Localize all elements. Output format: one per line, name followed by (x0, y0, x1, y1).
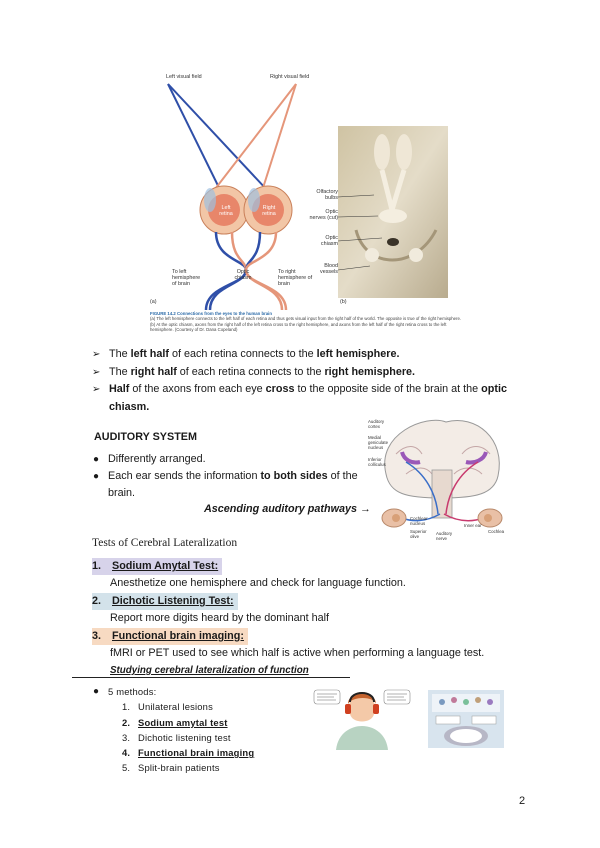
bullet-text: of the brain. (108, 470, 358, 499)
method-number: 5. (122, 762, 131, 774)
bullet-text: The (109, 348, 131, 360)
methods-sub-list (92, 699, 322, 775)
tests-heading: Tests of Cerebral Lateralization (92, 537, 238, 549)
list-item (122, 745, 322, 760)
bullet-bold-text: left hemisphere. (316, 348, 400, 360)
bullet-text: to the opposite side of the brain at the (294, 383, 482, 395)
inner-ear-label: Inner ear (464, 523, 482, 528)
methods-list (92, 684, 322, 776)
olfactory-bulbs-label: Olfactory bulbs (316, 189, 338, 201)
to-left-hemisphere-label: To left hemisphere of brain (172, 269, 201, 287)
auditory-brain-diagram (366, 414, 516, 544)
bullet-text: The (109, 365, 131, 378)
list-item (92, 381, 532, 416)
auditory-cortex-label: Auditory cortex (368, 419, 385, 429)
test-number: 2. (92, 593, 112, 610)
visual-pathways-figure (146, 70, 466, 340)
bullet-text: Each ear sends the information (108, 470, 261, 482)
method-label: Unilateral lesions (138, 701, 213, 713)
auditory-pathways-figure (366, 414, 516, 544)
test-description: Report more digits heard by the dominant half (110, 612, 330, 625)
bullet-text: of each retina connects to the (169, 348, 317, 360)
list-item (92, 684, 322, 699)
test-title: Functional brain imaging: (112, 629, 244, 642)
functional-brain-imaging-illustration (428, 690, 504, 748)
dot-bullet-icon: ● (93, 686, 100, 697)
cochlea-label: Cochlea (488, 529, 505, 534)
arrow-bullet-icon: ➢ (92, 384, 101, 395)
left-retina-label: Left retina (219, 205, 233, 217)
method-number: 1. (122, 701, 131, 713)
tests-list (92, 558, 532, 662)
inferior-colliculus-label: Inferior colliculus (368, 457, 386, 467)
auditory-nerve-label: Auditory nerve (436, 531, 453, 541)
optic-chiasm-label-a: Optic chiasm (234, 269, 252, 281)
to-right-hemisphere-label: To right hemisphere of brain (278, 269, 313, 287)
right-visual-field-label: Right visual field (270, 74, 310, 80)
list-item (122, 760, 322, 775)
list-item (92, 628, 532, 645)
list-item (122, 699, 322, 714)
figure-caption (150, 311, 462, 332)
superior-olive-label: Superior olive (410, 529, 427, 539)
person-with-headphones-picture (312, 686, 412, 750)
method-label: Dichotic listening test (138, 731, 231, 743)
test-number: 3. (92, 628, 112, 645)
test-title-highlight (92, 593, 238, 610)
method-number: 2. (122, 716, 131, 728)
bullet-bold-text: to both sides (260, 470, 328, 482)
arrow-bullet-icon: ➢ (92, 366, 101, 378)
bullet-bold-text: cross (265, 383, 295, 395)
bullet-text: Differently arranged. (108, 453, 206, 465)
dot-bullet-icon: ● (93, 454, 100, 465)
left-visual-field-label: Left visual field (166, 74, 202, 80)
test-title-highlight (92, 628, 248, 645)
list-item (92, 558, 532, 575)
test-description: fMRI or PET used to see which half is active when performing a language test. (110, 647, 485, 660)
blood-vessels-label: Blood vessels (320, 263, 338, 275)
bullet-bold-text: left half (130, 348, 169, 360)
method-number: 3. (122, 731, 131, 743)
list-item (92, 593, 532, 610)
optic-chiasm-label-b: Optic chiasm (320, 235, 338, 247)
method-label: Split-brain patients (138, 762, 220, 774)
method-label: Functional brain imaging (138, 747, 255, 759)
ascending-auditory-pathways-link[interactable]: Ascending auditory pathways → (204, 503, 371, 515)
visual-pathways-diagram (146, 70, 466, 340)
optic-nerves-label: Optic nerves (cut) (309, 209, 338, 221)
list-item (92, 451, 382, 468)
bullet-text: of the axons from each eye (129, 383, 266, 395)
panel-b-label: (b) (340, 299, 347, 305)
test-title: Sodium Amytal Test: (112, 560, 219, 572)
brain-scan-picture (428, 690, 504, 748)
method-label: Sodium amytal test (138, 716, 228, 728)
bullet-text: 5 methods: (108, 686, 157, 697)
list-item (122, 730, 322, 745)
method-number: 4. (122, 747, 131, 759)
page-number: 2 (519, 795, 526, 807)
studying-lateralization-title: Studying cerebral lateralization of function (72, 665, 350, 678)
panel-a-label: (a) (150, 299, 157, 305)
test-title-highlight (92, 558, 222, 575)
list-item (92, 346, 532, 364)
list-item (92, 364, 532, 382)
figure-caption-title: FIGURE 14.2 Connections from the eyes to the human brain (150, 311, 273, 316)
auditory-heading: AUDITORY SYSTEM (94, 431, 197, 443)
list-item (92, 468, 382, 502)
dot-bullet-icon: ● (93, 471, 100, 482)
figure-caption-body: (a) The left hemisphere connects to the left half of each retina and thus gets visual input from the right half of the world. The opposite is true of the right hemisphere. (b) At the optic chiasm, axons from the right half of the left retina cross to the right hemisphere, and axons from the left half of the right retina cross to the left hemisphere. (Courtesy of Dr. Dana Copeland) (150, 316, 462, 333)
test-title: Dichotic Listening Test: (112, 594, 234, 607)
right-retina-label: Right retina (262, 205, 276, 217)
bullet-bold-text: optic chiasm. (109, 383, 507, 413)
visual-pathway-bullets (92, 346, 532, 416)
medial-geniculate-label: Medial geniculate nucleus (368, 435, 389, 450)
test-number: 1. (92, 558, 112, 575)
bullet-text: of each retina connects to the (176, 365, 325, 378)
dichotic-listening-illustration (312, 686, 412, 750)
arrow-bullet-icon: ➢ (92, 349, 101, 360)
test-description: Anesthetize one hemisphere and check for language function. (110, 577, 406, 590)
bullet-bold-text: right hemisphere. (324, 365, 416, 378)
list-item (122, 715, 322, 730)
bullet-bold-text: right half (130, 365, 177, 378)
cochlear-nucleus-label: Cochlear nucleus (410, 516, 428, 526)
auditory-bullets (92, 451, 382, 502)
bullet-bold-text: Half (109, 383, 130, 395)
